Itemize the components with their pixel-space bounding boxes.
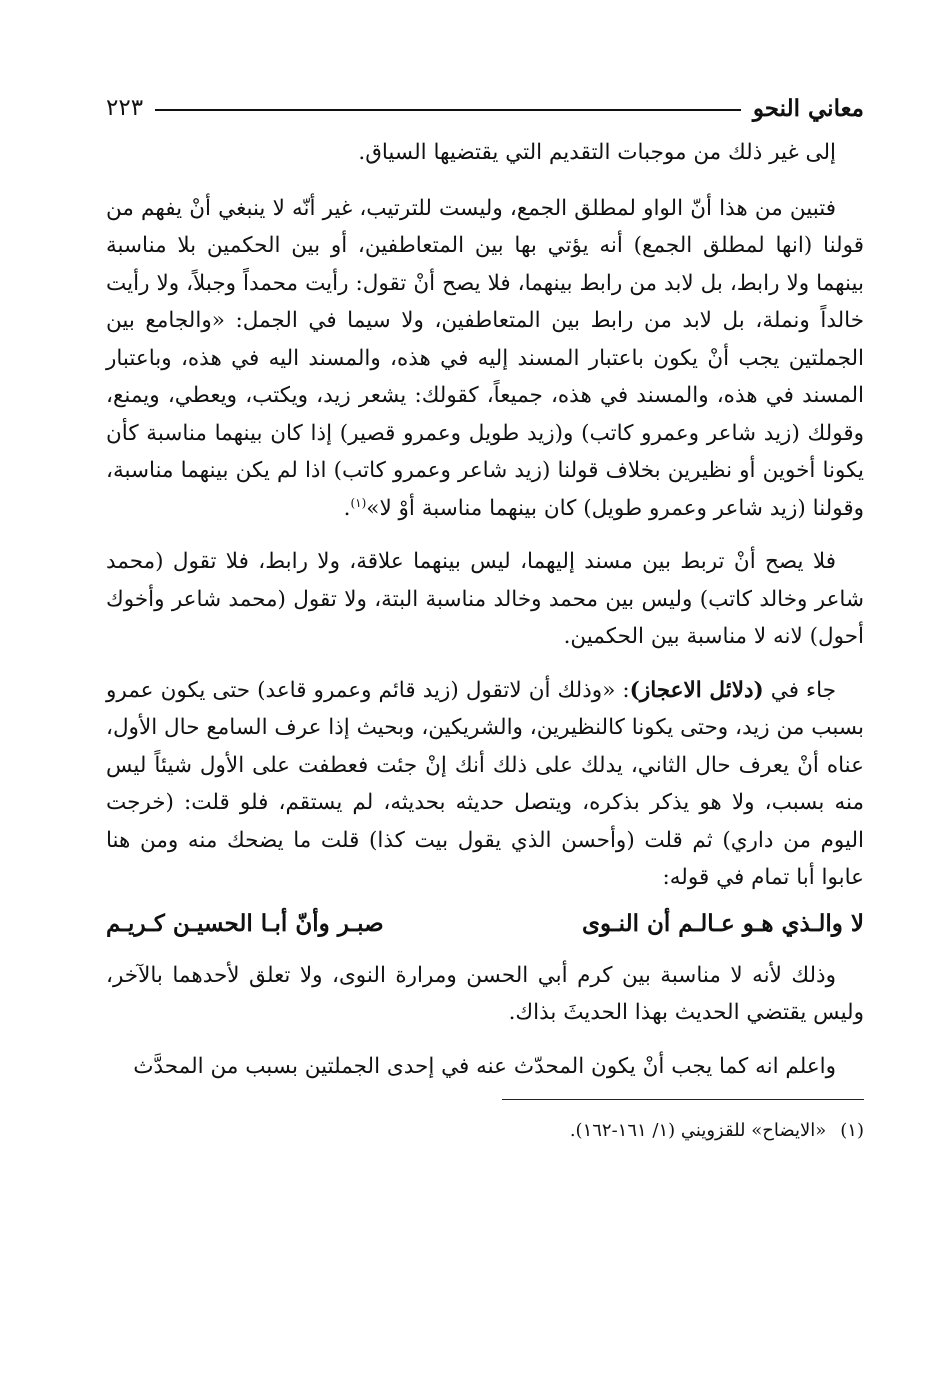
paragraph-2-text: فتبين من هذا أنّ الواو لمطلق الجمع، وليست للترتيب، غير أنّه لا ينبغي أنْ يفهم من قولنا (انها لمطلق الجمع) أنه يؤتي بها بين المتعاطفين، أو بين الحكمين بلا مناسبة بينهما ولا رابط، بل لابد من رابط بينهما، فلا يصح أنْ تقول: رأيت محمداً وجبلاً، ولا رأيت خالداً ونملة، بل لابد من رابط بين المتعاطفين، ولا سيما في الجمل: «والجامع بين الجملتين يجب أنْ يكون باعتبار المسند إليه في هذه، والمسند اليه في هذه، وباعتبار المسند في هذه، والمسند في هذه، جميعاً، كقولك: يشعر زيد، ويكتب، ويعطي، ويمنع، وقولك (زيد شاعر وعمرو كاتب) و(زيد طويل وعمرو قصير) إذا كان بينهما مناسبة كأن يكونا أخوين أو نظيرين بخلاف قولنا (زيد شاعر وعمرو كاتب) اذا لم يكن بينهما مناسبة، وقولنا (زيد شاعر وعمرو طويل) كان بينهما مناسبة أوْ لا» bbox=[106, 195, 864, 521]
book-page bbox=[106, 88, 864, 1146]
running-title: معاني النحو bbox=[752, 94, 864, 122]
footnote-reference[interactable]: (١) bbox=[350, 495, 367, 510]
poetry-verse bbox=[106, 905, 864, 943]
paragraph-3: فلا يصح أنْ تربط بين مسند إليهما، ليس بينهما علاقة، ولا رابط، فلا تقول (محمد شاعر وخالد كاتب) وليس بين محمد وخالد مناسبة البتة، ولا تقول (محمد شاعر وأخوك أحول) لانه لا مناسبة بين الحكمين. bbox=[106, 549, 864, 649]
paragraph-4-start: جاء في bbox=[763, 677, 836, 703]
verse-second-hemistich: صبـر وأنّ أبـا الحسيـن كـريـم bbox=[106, 909, 384, 937]
page-number: ٢٢٣ bbox=[106, 95, 144, 121]
paragraph-6: واعلم انه كما يجب أنْ يكون المحدّث عنه في إحدى الجملتين بسبب من المحدَّث bbox=[133, 1053, 836, 1079]
paragraph-4 bbox=[106, 672, 864, 897]
paragraph-4-text: : «وذلك أن لاتقول (زيد قائم وعمرو قاعد) حتى يكون عمرو بسبب من زيد، وحتى يكونا كالنظيرين، والشريكين، وبحيث إذا عرف السامع حال الأول، عناه أنْ يعرف حال الثاني، يدلك على ذلك أنك إنْ جئت فعطفت على الأول شيئاً ليس منه بسبب، ولا هو يذكر بذكره، ويتصل حديثه بحديثه، لم يستقم، فلو قلت: (خرجت اليوم من داري) ثم قلت (وأحسن الذي يقول بيت كذا) قلت ما يضحك منه ومن هنا عابوا أبا تمام في قوله: bbox=[106, 677, 864, 890]
page-header bbox=[106, 88, 864, 128]
paragraph-2-end: . bbox=[343, 495, 351, 521]
paragraph-2 bbox=[106, 190, 864, 528]
footnote-text: «الايضاح» للقزويني (١/ ١٦١-١٦٢). bbox=[569, 1120, 827, 1141]
verse-first-hemistich: لا والـذي هـو عـالـم أن النـوى bbox=[582, 909, 864, 937]
paragraph-5: وذلك لأنه لا مناسبة بين كرم أبي الحسن ومرارة النوى، ولا تعلق لأحدهما بالآخر، وليس يقتضي الحديث بهذا الحديثَ بذاك. bbox=[106, 962, 864, 1025]
footnote-number: (١) bbox=[840, 1120, 864, 1141]
footnote bbox=[106, 1116, 864, 1146]
footnote-separator bbox=[502, 1099, 864, 1100]
book-title-bold: (دلائل الاعجاز) bbox=[629, 677, 764, 703]
paragraph-1: إلى غير ذلك من موجبات التقديم التي يقتضيها السياق. bbox=[358, 140, 836, 165]
header-rule bbox=[155, 109, 741, 111]
